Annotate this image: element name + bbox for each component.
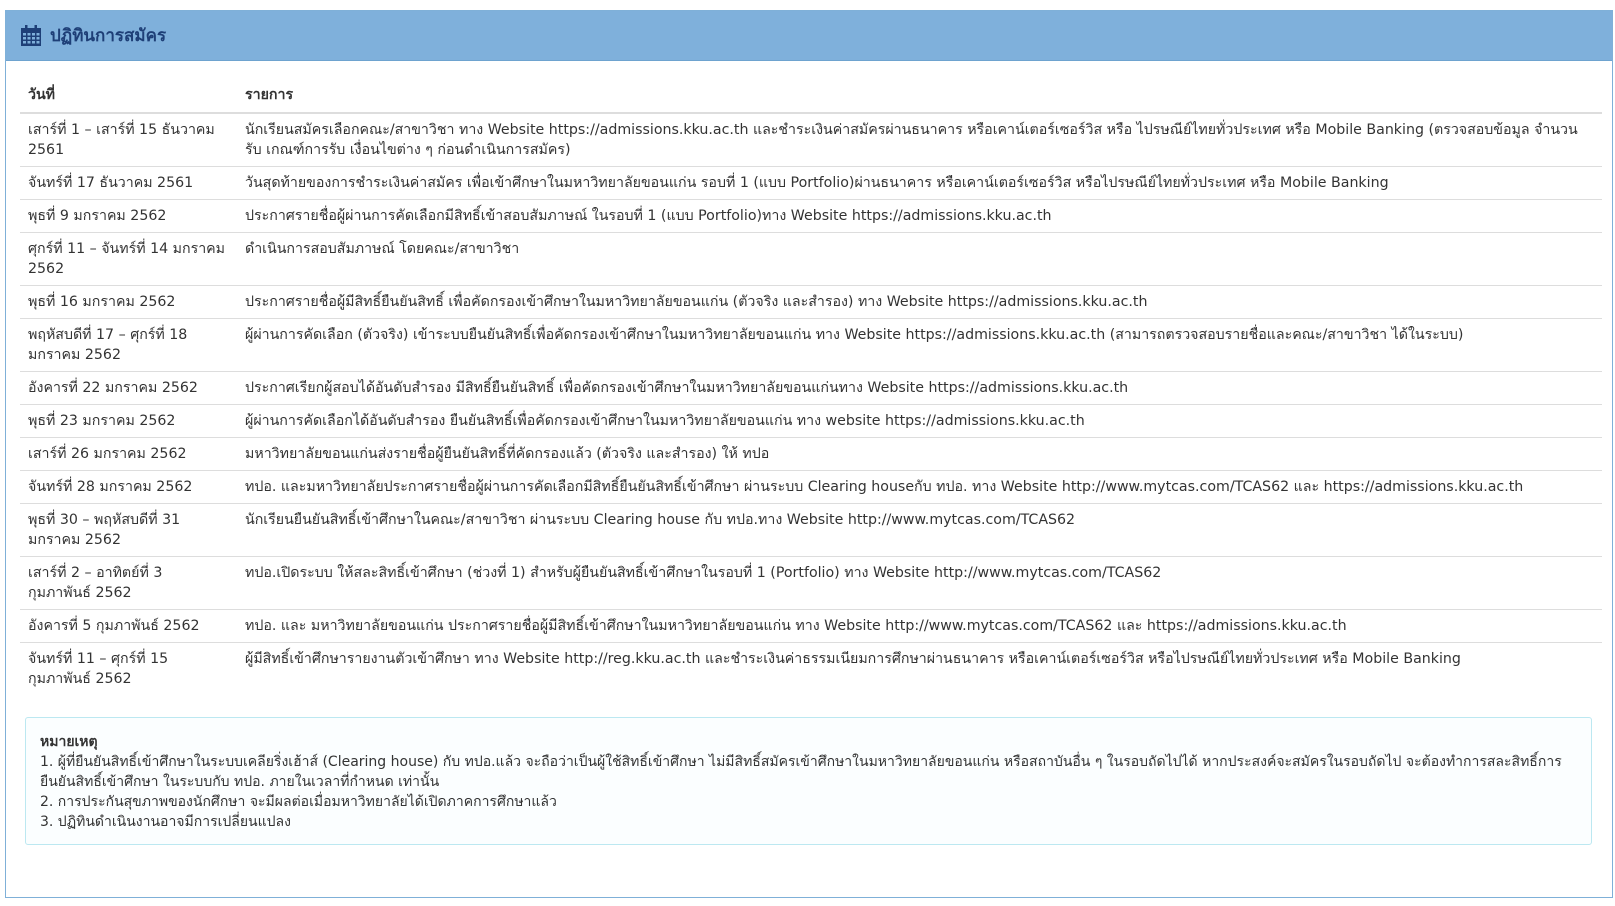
table-row — [20, 610, 1602, 643]
table-header-row — [20, 77, 1602, 113]
calendar-icon — [20, 25, 42, 47]
date-cell: พุธที่ 9 มกราคม 2562 — [20, 200, 237, 233]
item-cell: ผู้มีสิทธิ์เข้าศึกษารายงานตัวเข้าศึกษา ทาง Website http://reg.kku.ac.th และชำระเงินค่าธรรมเนียมการศึกษาผ่านธนาคาร หรือเคาน์เตอร์เซอร์วิส หรือไปรษณีย์ไทยทั่วประเทศ หรือ Mobile Banking — [237, 643, 1602, 696]
table-row — [20, 643, 1602, 696]
date-cell: เสาร์ที่ 26 มกราคม 2562 — [20, 438, 237, 471]
item-cell: ประกาศเรียกผู้สอบได้อันดับสำรอง มีสิทธิ์ยืนยันสิทธิ์ เพื่อคัดกรองเข้าศึกษาในมหาวิทยาลัยขอนแก่นทาง Website https://admissions.kku.ac.th — [237, 372, 1602, 405]
date-cell: พุธที่ 16 มกราคม 2562 — [20, 286, 237, 319]
table-row — [20, 471, 1602, 504]
note-item: 3. ปฏิทินดำเนินงานอาจมีการเปลี่ยนแปลง — [40, 814, 291, 830]
calendar-panel — [5, 10, 1613, 898]
date-cell: พุธที่ 30 – พฤหัสบดีที่ 31 มกราคม 2562 — [20, 504, 237, 557]
date-cell: ศุกร์ที่ 11 – จันทร์ที่ 14 มกราคม 2562 — [20, 233, 237, 286]
date-cell: พฤหัสบดีที่ 17 – ศุกร์ที่ 18 มกราคม 2562 — [20, 319, 237, 372]
table-row — [20, 405, 1602, 438]
table-row — [20, 200, 1602, 233]
item-cell: ผู้ผ่านการคัดเลือกได้อันดับสำรอง ยืนยันสิทธิ์เพื่อคัดกรองเข้าศึกษาในมหาวิทยาลัยขอนแก่น ทาง website https://admissions.kku.ac.th — [237, 405, 1602, 438]
date-cell: จันทร์ที่ 28 มกราคม 2562 — [20, 471, 237, 504]
table-row — [20, 233, 1602, 286]
item-cell: ดำเนินการสอบสัมภาษณ์ โดยคณะ/สาขาวิชา — [237, 233, 1602, 286]
table-row — [20, 557, 1602, 610]
table-row — [20, 286, 1602, 319]
table-row — [20, 167, 1602, 200]
schedule-table — [20, 77, 1602, 695]
date-cell: เสาร์ที่ 1 – เสาร์ที่ 15 ธันวาคม 2561 — [20, 113, 237, 167]
item-cell: ทปอ.เปิดระบบ ให้สละสิทธิ์เข้าศึกษา (ช่วงที่ 1) สำหรับผู้ยืนยันสิทธิ์เข้าศึกษาในรอบที่ 1 (Portfolio) ทาง Website http://www.mytcas.com/TCAS62 — [237, 557, 1602, 610]
item-cell: มหาวิทยาลัยขอนแก่นส่งรายชื่อผู้ยืนยันสิทธิ์ที่คัดกรองแล้ว (ตัวจริง และสำรอง) ให้ ทปอ — [237, 438, 1602, 471]
item-cell: วันสุดท้ายของการชำระเงินค่าสมัคร เพื่อเข้าศึกษาในมหาวิทยาลัยขอนแก่น รอบที่ 1 (แบบ Portfolio)ผ่านธนาคาร หรือเคาน์เตอร์เซอร์วิส หรือไปรษณีย์ไทยทั่วประเทศ หรือ Mobile Banking — [237, 167, 1602, 200]
note-item: 1. ผู้ที่ยืนยันสิทธิ์เข้าศึกษาในระบบเคลียริ่งเฮ้าส์ (Clearing house) กับ ทปอ.แล้ว จะถือว่าเป็นผู้ใช้สิทธิ์เข้าศึกษา ไม่มีสิทธิ์สมัครเข้าศึกษาในมหาวิทยาลัยขอนแก่น หรือสถาบันอื่น ๆ ในรอบถัดไปได้ หากประสงค์จะสมัครในรอบถัดไป จะต้องทำการสละสิทธิ์การยืนยันสิทธิ์เข้าศึกษา ในระบบกับ ทปอ. ภายในเวลาที่กำหนด เท่านั้น — [40, 754, 1562, 790]
note-box — [25, 717, 1592, 845]
table-row — [20, 504, 1602, 557]
panel-heading — [6, 11, 1612, 61]
table-row — [20, 319, 1602, 372]
item-cell: ประกาศรายชื่อผู้มีสิทธิ์ยืนยันสิทธิ์ เพื่อคัดกรองเข้าศึกษาในมหาวิทยาลัยขอนแก่น (ตัวจริง และสำรอง) ทาง Website https://admissions.kku.ac.th — [237, 286, 1602, 319]
date-cell: จันทร์ที่ 17 ธันวาคม 2561 — [20, 167, 237, 200]
date-cell: อังคารที่ 5 กุมภาพันธ์ 2562 — [20, 610, 237, 643]
column-header-date: วันที่ — [20, 77, 237, 113]
item-cell: ประกาศรายชื่อผู้ผ่านการคัดเลือกมีสิทธิ์เข้าสอบสัมภาษณ์ ในรอบที่ 1 (แบบ Portfolio)ทาง Website https://admissions.kku.ac.th — [237, 200, 1602, 233]
date-cell: พุธที่ 23 มกราคม 2562 — [20, 405, 237, 438]
date-cell: จันทร์ที่ 11 – ศุกร์ที่ 15 กุมภาพันธ์ 2562 — [20, 643, 237, 696]
item-cell: นักเรียนสมัครเลือกคณะ/สาขาวิชา ทาง Website https://admissions.kku.ac.th และชำระเงินค่าสมัครผ่านธนาคาร หรือเคาน์เตอร์เซอร์วิส หรือ ไปรษณีย์ไทยทั่วประเทศ หรือ Mobile Banking (ตรวจสอบข้อมูล จำนวนรับ เกณฑ์การรับ เงื่อนไขต่าง ๆ ก่อนดำเนินการสมัคร) — [237, 113, 1602, 167]
panel-title: ปฏิทินการสมัคร — [50, 26, 167, 46]
table-row — [20, 438, 1602, 471]
column-header-item: รายการ — [237, 77, 1602, 113]
item-cell: นักเรียนยืนยันสิทธิ์เข้าศึกษาในคณะ/สาขาวิชา ผ่านระบบ Clearing house กับ ทปอ.ทาง Website http://www.mytcas.com/TCAS62 — [237, 504, 1602, 557]
item-cell: ทปอ. และ มหาวิทยาลัยขอนแก่น ประกาศรายชื่อผู้มีสิทธิ์เข้าศึกษาในมหาวิทยาลัยขอนแก่น ทาง Website http://www.mytcas.com/TCAS62 และ https://admissions.kku.ac.th — [237, 610, 1602, 643]
date-cell: เสาร์ที่ 2 – อาทิตย์ที่ 3 กุมภาพันธ์ 2562 — [20, 557, 237, 610]
table-row — [20, 372, 1602, 405]
panel-body — [6, 61, 1612, 845]
item-cell: ผู้ผ่านการคัดเลือก (ตัวจริง) เข้าระบบยืนยันสิทธิ์เพื่อคัดกรองเข้าศึกษาในมหาวิทยาลัยขอนแก่น ทาง Website https://admissions.kku.ac.th (สามารถตรวจสอบรายชื่อและคณะ/สาขาวิชา ได้ในระบบ) — [237, 319, 1602, 372]
item-cell: ทปอ. และมหาวิทยาลัยประกาศรายชื่อผู้ผ่านการคัดเลือกมีสิทธิ์ยืนยันสิทธิ์เข้าศึกษา ผ่านระบบ Clearing houseกับ ทปอ. ทาง Website http://www.mytcas.com/TCAS62 และ https://admissions.kku.ac.th — [237, 471, 1602, 504]
note-item: 2. การประกันสุขภาพของนักศึกษา จะมีผลต่อเมื่อมหาวิทยาลัยได้เปิดภาคการศึกษาแล้ว — [40, 794, 557, 810]
note-title: หมายเหตุ — [40, 734, 98, 750]
date-cell: อังคารที่ 22 มกราคม 2562 — [20, 372, 237, 405]
table-row — [20, 113, 1602, 167]
